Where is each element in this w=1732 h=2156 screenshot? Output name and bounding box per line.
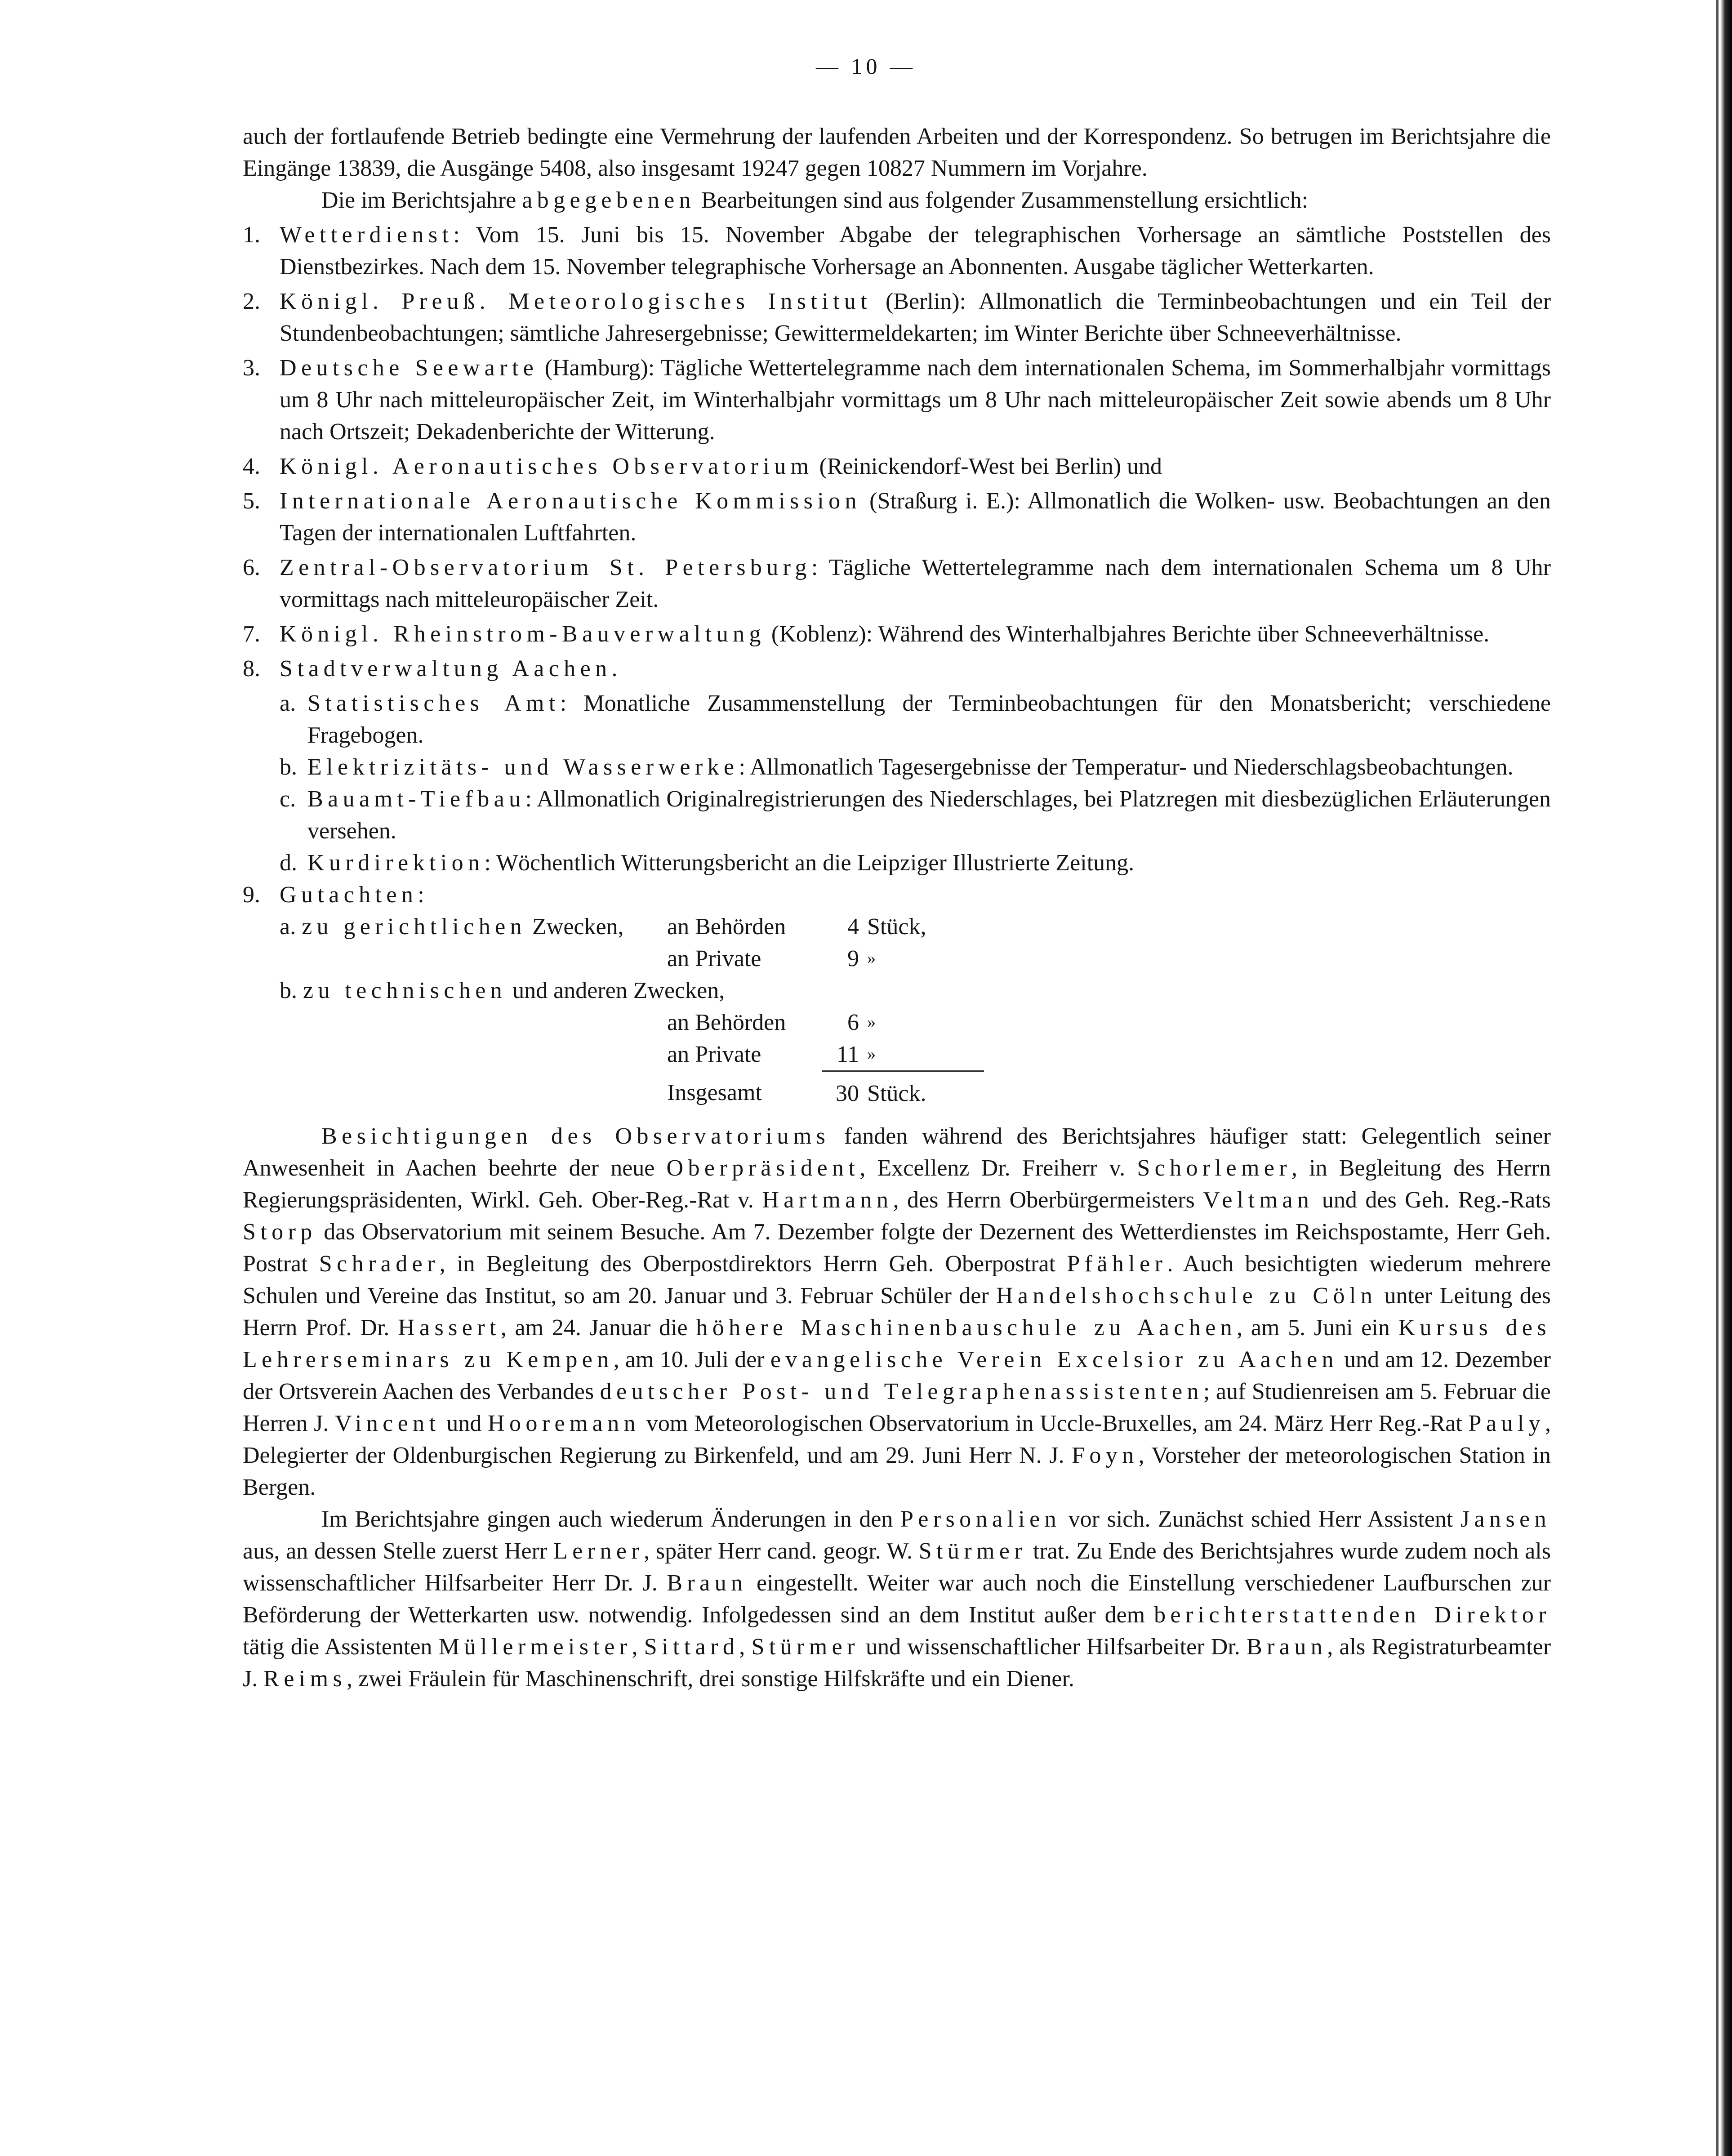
item-number: 9. [243, 882, 260, 908]
list-item-gutachten [243, 879, 1551, 911]
page-number: — 10 — [816, 53, 916, 79]
gutachten-a-label [280, 911, 667, 943]
list-intro-before: Die im Berichtsjahre [321, 187, 522, 213]
text-run: unter Leitung des Herrn Prof. Dr. [243, 1283, 1551, 1341]
list-item [243, 219, 1551, 283]
item-name: Gutachten: [280, 882, 429, 908]
item-number: 1. [243, 222, 260, 248]
row-unit: Stück, [867, 914, 926, 940]
list-intro-after: Bearbeitungen sind aus folgender Zusammenstellung ersichtlich: [695, 187, 1309, 213]
text-run: . Auch besichtigten wiederum mehrere Schulen und Vereine das Institut, so am 20. Januar und 3. Februar Schüler der [243, 1251, 1551, 1309]
total-count: 30 [822, 1071, 867, 1109]
spaced-emphasis: höhere Maschinenbauschule zu Aachen [696, 1315, 1237, 1341]
item-number: 8. [243, 656, 260, 682]
row-count: 9 [847, 946, 859, 971]
text-run: ; auf Studienreisen am 5. Februar die Herren J. [243, 1379, 1551, 1436]
spaced-emphasis: Jansen [1460, 1506, 1551, 1532]
item-text: (Straßurg i. E.): Allmonatlich die Wolken- usw. Beobachtungen an den Tagen der internationalen Luftfahrten. [280, 488, 1551, 546]
item-number: 3. [243, 355, 260, 381]
text-run: eingestellt. Weiter war auch noch die Einstellung verschiedener Laufburschen zur Beförderung der Wetterkarten usw. notwendig. Infolgedessen sind an dem Institut außer dem [243, 1570, 1551, 1628]
text-run: , am 5. Juni ein [1237, 1315, 1398, 1341]
spaced-emphasis: Foyn [1072, 1443, 1139, 1468]
spaced-emphasis: Veltman [1203, 1187, 1314, 1213]
spaced-emphasis: deutscher Post- und Telegraphenassistenten [600, 1379, 1203, 1404]
item-name: Königl. Preuß. Meteorologisches Institut [280, 289, 872, 314]
spaced-emphasis: Sittard [644, 1634, 739, 1660]
table-row [280, 911, 984, 943]
spaced-emphasis: Braun [667, 1570, 748, 1596]
list-intro [243, 184, 1551, 216]
paragraph-besichtigungen [243, 1120, 1551, 1503]
sub-item-letter: a. [280, 690, 296, 716]
item-number: 6. [243, 555, 260, 580]
list-item [243, 352, 1551, 448]
text-run: , [632, 1634, 644, 1660]
text-run: trat. Zu Ende des Berichtsjahres wurde zudem noch als wissenschaftlicher Hilfsarbeiter Herr Dr. J. [243, 1538, 1551, 1596]
item-text: (Hamburg): Tägliche Wettertelegramme nach dem internationalen Schema, im Sommerhalbjahr vormittags um 8 Uhr nach mitteleuropäischer Zeit, im Winterhalbjahr vormittags um 8 Uhr nach mitteleuropäischer Zeit sowie abends um 8 Uhr nach Ortszeit; Dekadenberichte der Witterung. [280, 355, 1551, 445]
spaced-emphasis: Pauly [1468, 1411, 1545, 1436]
item-name: Stadtverwaltung Aachen. [280, 656, 622, 682]
spaced-emphasis: Pfähler [1067, 1251, 1167, 1277]
empty-cell [822, 975, 867, 1007]
text-run: tätig die Assistenten [243, 1634, 439, 1660]
row-recipient: an Behörden [667, 914, 786, 940]
item-name: Internationale Aeronautische Kommission [280, 488, 861, 514]
item-number: 4. [243, 454, 260, 479]
empty-cell [280, 943, 667, 975]
text-run: und des Geh. Reg.-Rats [1313, 1187, 1551, 1213]
page-body [243, 120, 1551, 1695]
spaced-emphasis: Vincent [335, 1411, 441, 1436]
sub-item-text: : Wöchentlich Witterungsbericht an die Leipziger Illustrierte Zeitung. [484, 850, 1135, 876]
spaced-emphasis: Handelshochschule zu Cöln [996, 1283, 1377, 1309]
sub-item [280, 687, 1551, 751]
spaced-emphasis: Hartmann [762, 1187, 893, 1213]
sub-item [280, 783, 1551, 847]
text-run: , in Begleitung des Herrn Regierungspräsidenten, Wirkl. Geh. Ober-Reg.-Rat v. [243, 1155, 1551, 1213]
intro-paragraph: auch der fortlaufende Betrieb bedingte eine Vermehrung der laufenden Arbeiten und der Korrespondenz. So betrugen im Berichtsjahre die Eingänge 13839, die Ausgänge 5408, also insgesamt 19247 gegen 10827 Nummern im Vorjahre. [243, 124, 1551, 181]
text-run: das Observatorium mit seinem Besuche. Am 7. Dezember folgte der Dezernent des Wetterdienstes im Reichspostamte, Herr Geh. Postrat [243, 1219, 1551, 1277]
row-category-rest: und anderen Zwecken, [507, 978, 725, 1003]
text-run: und wissenschaftlicher Hilfsarbeiter Dr. [859, 1634, 1247, 1660]
text-run: und [440, 1411, 488, 1436]
text-run: , [739, 1634, 752, 1660]
row-letter: b. [280, 978, 297, 1003]
list-item [243, 552, 1551, 615]
row-count: 6 [847, 1010, 859, 1035]
row-unit: » [867, 1013, 876, 1032]
sub-item-text: : Allmonatlich Tagesergebnisse der Temperatur- und Niederschlagsbeobachtungen. [739, 754, 1514, 780]
item-name: Deutsche Seewarte [280, 355, 539, 381]
list-item [243, 285, 1551, 349]
gutachten-b-label [280, 975, 822, 1007]
paragraph-personalien [243, 1503, 1551, 1695]
text-run: , später Herr cand. geogr. W. [644, 1538, 919, 1564]
list-item [243, 618, 1551, 650]
row-category-rest: Zwecken, [526, 914, 624, 940]
text-run: , in Begleitung des Oberpostdirektors Herrn Geh. Oberpostrat [439, 1251, 1067, 1277]
text-run: Im Berichtsjahre gingen auch wiederum Änderungen in den [321, 1506, 901, 1532]
sub-item-name: Kurdirektion [307, 850, 485, 876]
spaced-emphasis: Stürmer [918, 1538, 1027, 1564]
item-number: 7. [243, 621, 260, 647]
spaced-emphasis: Kursus des Lehrerseminars zu Kempen [243, 1315, 1551, 1372]
spaced-emphasis: Besichtigungen des Observatoriums [321, 1123, 830, 1149]
spaced-emphasis: Schrader [319, 1251, 440, 1277]
item-text: : Vom 15. Juni bis 15. November Abgabe der telegraphischen Vorhersage an sämtliche Poststellen des Dienstbezirkes. Nach dem 15. November telegraphische Vorhersage an Abonnenten. Ausgabe täglicher Wetterkarten. [280, 222, 1551, 280]
text-run: vor sich. Zunächst schied Herr Assistent [1061, 1506, 1460, 1532]
sub-item-text: : Monatliche Zusammenstellung der Terminbeobachtungen für den Monatsbericht; verschiedene Fragebogen. [307, 690, 1551, 748]
row-count: 4 [847, 914, 859, 940]
spaced-emphasis: Storp [243, 1219, 317, 1245]
sub-item-name: Bauamt-Tiefbau [307, 786, 525, 812]
row-letter: a. [280, 914, 296, 940]
text-run: und am 12. Dezember der Ortsverein Aachen des Verbandes [243, 1347, 1551, 1404]
scan-edge-shadow [1720, 0, 1732, 2156]
sub-item [280, 751, 1551, 783]
sub-item-name: Statistisches Amt [307, 690, 560, 716]
sub-item-text: : Allmonatlich Originalregistrierungen des Niederschlages, bei Platzregen mit diesbezüglichen Erläuterungen versehen. [307, 786, 1551, 844]
row-recipient: an Private [667, 946, 761, 971]
item-text: (Berlin): Allmonatlich die Terminbeobachtungen und ein Teil der Stundenbeobachtungen; sämtliche Jahresergebnisse; Gewittermeldekarten; im Winter Berichte über Schneeverhältnisse. [280, 289, 1551, 346]
row-unit: » [867, 1045, 876, 1064]
text-run: , zwei Fräulein für Maschinenschrift, drei sonstige Hilfskräfte und ein Diener. [347, 1666, 1074, 1692]
text-run: , Delegierter der Oldenburgischen Regierung zu Birkenfeld, und am 29. Juni Herr N. J. [243, 1411, 1551, 1468]
list-item-stadtverwaltung [243, 653, 1551, 685]
row-recipient: an Private [667, 1042, 761, 1067]
sub-item-letter: d. [280, 850, 297, 876]
spaced-emphasis: Müllermeister [438, 1634, 632, 1660]
text-run: aus, an dessen Stelle zuerst Herr [243, 1538, 554, 1564]
table-row [280, 975, 984, 1007]
text-run: vom Meteorologischen Observatorium in Uccle-Bruxelles, am 24. März Herr Reg.-Rat [640, 1411, 1469, 1436]
empty-cell [280, 1071, 667, 1109]
text-run: fanden während des Berichtsjahres häufiger statt: Gelegentlich seiner Anwesenheit in Aachen beehrte der neue [243, 1123, 1551, 1181]
spaced-emphasis: Braun [1247, 1634, 1327, 1660]
item-name: Königl. Rheinstrom-Bauverwaltung [280, 621, 766, 647]
item-name: Zentral-Observatorium St. Petersburg [280, 555, 811, 580]
row-unit: » [867, 949, 876, 968]
text-run: , Vorsteher der meteorologischen Station in Bergen. [243, 1443, 1551, 1500]
empty-cell [280, 1038, 667, 1071]
item-text: (Reinickendorf-West bei Berlin) und [813, 454, 1162, 479]
text-run: , am 24. Januar die [500, 1315, 696, 1341]
item-text: : Tägliche Wettertelegramme nach dem internationalen Schema um 8 Uhr vormittags nach mitteleuropäischer Zeit. [280, 555, 1551, 612]
item-name: Wetterdienst [280, 222, 454, 248]
spaced-emphasis: evangelische Verein Excelsior zu Aachen [770, 1347, 1338, 1372]
spaced-emphasis: Stürmer [751, 1634, 859, 1660]
sub-item-letter: c. [280, 786, 296, 812]
spaced-emphasis: Hassert [398, 1315, 501, 1341]
table-row-total [280, 1071, 984, 1109]
row-category: zu technischen [303, 978, 507, 1003]
spaced-emphasis: Oberpräsident [666, 1155, 860, 1181]
row-count: 11 [836, 1042, 859, 1067]
table-row [280, 1007, 984, 1038]
list-item [243, 450, 1551, 482]
list-intro-spaced: abgegebenen [522, 187, 696, 213]
item-number: 5. [243, 488, 260, 514]
spaced-emphasis: Hooremann [488, 1411, 641, 1436]
total-label: Insgesamt [667, 1080, 762, 1105]
item-name: Königl. Aeronautisches Observatorium [280, 454, 814, 479]
gutachten-table [280, 911, 984, 1109]
spaced-emphasis: Schorlemer [1137, 1155, 1292, 1181]
sub-item [280, 847, 1551, 879]
empty-cell [280, 1007, 667, 1038]
sub-item-letter: b. [280, 754, 297, 780]
scan-edge-stripe [1716, 0, 1719, 2156]
empty-cell [867, 975, 984, 1007]
text-run: , am 10. Juli der [613, 1347, 770, 1372]
row-category: zu gerichtlichen [302, 914, 526, 940]
recipient-list [243, 219, 1551, 1109]
stadtverwaltung-sublist [280, 687, 1551, 879]
list-item [243, 485, 1551, 549]
table-row [280, 943, 984, 975]
spaced-emphasis: Personalien [900, 1506, 1061, 1532]
spaced-emphasis: Lerner [553, 1538, 644, 1564]
spaced-emphasis: berichterstattenden Direktor [1154, 1602, 1551, 1628]
text-run: , des Herrn Oberbürgermeisters [893, 1187, 1203, 1213]
row-recipient: an Behörden [667, 1010, 786, 1035]
text-run: , Excellenz Dr. Freiherr v. [859, 1155, 1137, 1181]
text-run: , als Registraturbeamter J. [243, 1634, 1551, 1692]
spaced-emphasis: Reims [263, 1666, 347, 1692]
table-row [280, 1038, 984, 1071]
item-text: (Koblenz): Während des Winterhalbjahres Berichte über Schneeverhältnisse. [765, 621, 1490, 647]
total-unit: Stück. [867, 1071, 984, 1109]
sub-item-name: Elektrizitäts- und Wasserwerke [307, 754, 739, 780]
item-number: 2. [243, 289, 260, 314]
